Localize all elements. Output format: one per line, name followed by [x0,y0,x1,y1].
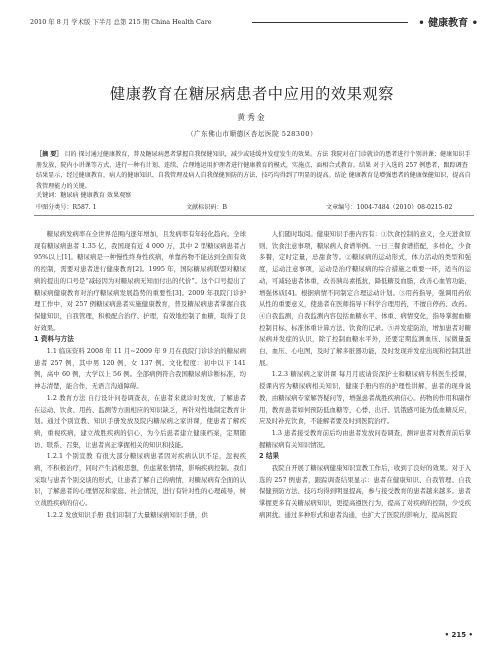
body-paragraph: 1.2 教育方法 自行设计问卷调查表，在患者来就诊时发放，了解患者在运动、饮食、用药、监测等方面相应的知识缺乏，再针对性地制定教育计划。通过个别宣教、知识手册发放及院内糖尿病之家讲课，使患者了解疾病，重视疾病，建立战胜疾病的信心，为今后患者建立健康档案，定期随访、联系、召集，让患者真正掌握相关的知识和技能。 [34,393,246,449]
body-paragraph: 1.3 患者接受教育前后均由患者发放问卷调查，测评患者对教育前后掌握糖尿病有关知识情况。 [259,428,471,449]
abstract-divider [34,215,474,216]
body-paragraph: 1.2.2 发放知识手册 我们印制了大量糖尿病知识手册，供 [46,510,208,519]
page-number: • 215 • [444,631,473,639]
body-paragraph: 糖尿病发病率在全世界范围内逐年增加，且发病率有年轻化趋向。全球现有糖尿病患者 1.35 亿，我国现有近 4 000 万，其中 2 型糖尿病患者占 95%以上[1]。糖尿病是一种慢性终身性疾病，单靠药物不能达到全面有效的控制，需要对患者进行健康教育[2]。1995 年，国际糖尿病联盟对糖尿病的提出的口号是“减轻因为对糖尿病无知而付出的代价”。这个口号提出了糖尿病健康教育对治疗糖尿病发展趋势的重要性[3]。2009 年我院门诊护理工作中，对 257 例糖尿病患者实施健康教育，普及糖尿病患者掌握自我保健知识，自我管理，积极配合治疗、护理，有效地控制了血糖，取得了良好效果。 [34,230,246,332]
body-paragraph: 1.2.1 个别宣教 有很大部分糖尿病患者因对疾病认识不足，忽视疾病，不积极治疗，同时产生消极思想，焦虑紧张情绪，影响疾病控制。我们采取与患者个别交谈的形式，让患者了解自己的病情，对糖尿病有全面的认识，了解患者的心理情况和家庭、社会情况，进行有针对性的心理疏导，树立战胜疾病的信心。 [34,452,246,508]
body-paragraph: 1.2.3 糖尿病之家讲课 每月月底请资深护士和糖尿病专科医生授课，授课内容为糖尿病相关知识，健康手册内容的护理性讲解，患者的现身说教，由糖尿病专家解答疑问等，增强患者战胜疾病信心。药物的作用和副作用，教育患者如何预防低血糖等，心悸、出汗、饥饿感可能为低血糖反应，应及时补充饮食，不能解者要及时到医院治疗。 [259,370,471,426]
body-paragraph: 1.1 临床资料 2008 年 11 月~2009 年 9 月在我院门诊诊治的糖尿病患者 257 例，其中男 120 例，女 137 例。文化程度：初中以下 141 例，高中 60 例，大学以上 56 例。全部病例符合我国糖尿病诊断标准，均神志清楚，能合作，无语言沟通障碍。 [34,347,246,391]
author-affiliation: （广东佛山市顺德区杏坛医院 528300） [186,130,318,138]
document-code: 文献标识码：B [186,204,228,211]
section-heading: 1 资料与方法 [34,335,74,344]
section-label: • 健康教育 • [418,18,478,29]
section-heading: 2 结果 [259,452,280,461]
article-number: 文章编号：1004-7484（2010）08-0215-02 [326,204,453,211]
article-title: 健康教育在糖尿病患者中应用的效果观察 [109,85,395,103]
body-paragraph: 人们随时取阅。健康知识手册内容有：①饮食控制的意义，全天进食原则、饮食注意事项，糖尿病人食谱举例。一日三餐食谱搭配，多样化，少食多餐，定时定量，忌甜食等。②糖尿病的运动形式，体力活动的类型和强度，运动注意事项，运动是治疗糖尿病的综合措施之重要一环，适当的运动，可减轻患者体重，改善胰岛素抵抗，降低糖及血脂，改善心血管功能，增强体质[4]。根据病情不同制定合理运动计划。③用药指导，强调用药依从性的重要意义，使患者在医师指导下科学合理用药，不擅自停药、改药。④自我监测，自我监测内容包括血糖水平、体重、病情变化，指导掌握血糖控制目标、标准体重计算方法、饮食的记录。⑤并发症防治，增加患者对糖尿病并发症的认识，除了控制血糖水平外，还要定期监测血压、尿微量蛋白、血压、心电图，及时了解多脏器功能，及时发现并发症出现和控制其进展。 [259,230,471,367]
clc-number: 中图分类号：R587. 1 [36,204,97,211]
author-name: 黄秀金 [237,113,267,122]
body-paragraph: 我院自开展了糖尿病健康知识宣教工作后，收到了良好的效果。对于入选的 257 例患者，跟踪调查结果显示：患者在健康知识、自我管理、自我保健预防方法、技巧均得到明显提高，参与接受教育的患者越来越多。患者掌握更多有关糖尿病知识，更提高遵医行为，提高了对疾病的控制，少受疾病困扰。通过多种形式和患者沟通，也扩大了医院的影响力，提高医院 [259,464,471,519]
abstract-label: ［摘 要］ [36,151,63,158]
running-header [30,12,478,36]
journal-issue-info: 2010 年 8 月 学术版 下半月 总第 215 期 China Health Care [30,18,212,26]
keywords: 关键词：糖尿病 健康教育 效果观察 [36,192,132,199]
abstract-text: 目的 探讨通过健康教育，普及糖尿病患者掌握自我保健知识，减少或延缓并发症发生的效果。方法 我院对在门诊就诊的患者进行个别讲课；健康知识手册发放，院内小讲课等方式，进行一种有计划、连续、合理地运用护理者进行健康教育的模式，实施点、面相合式教育。结果 对于入选的 257 例患者，跟踪调查结果显示，经过健康教育，病人的健康知识、自我管理及病人自我保健预防的方法、技巧均得到了明显的提高。结论 健康教育是增强患者的健康保健知识，提高自我管理能力的关键。 [36,151,471,190]
body-column-left [34,229,246,522]
abstract [36,150,472,192]
header-rule [252,22,408,23]
body-column-right [259,229,471,522]
